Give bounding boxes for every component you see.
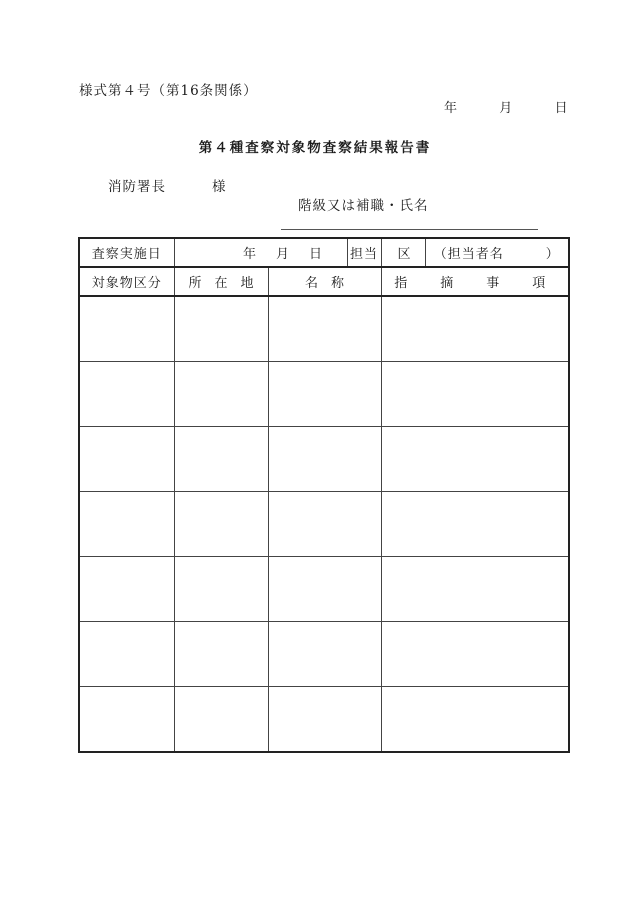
district-label: 区	[397, 247, 411, 262]
column-header-category: 対象物区分	[79, 267, 174, 296]
cell-name[interactable]	[268, 492, 381, 557]
cell-location[interactable]	[174, 427, 268, 492]
inspection-date-day: 日	[309, 247, 323, 262]
charge-label: 担当	[347, 238, 381, 267]
cell-name[interactable]	[268, 296, 381, 362]
cell-name[interactable]	[268, 687, 381, 753]
table-row	[79, 362, 569, 427]
date-year: 年	[444, 101, 458, 116]
date-month: 月	[499, 101, 513, 116]
cell-category[interactable]	[79, 492, 174, 557]
cell-location[interactable]	[174, 687, 268, 753]
person-in-charge-field[interactable]: （担当者名 ）	[425, 238, 569, 267]
cell-name[interactable]	[268, 427, 381, 492]
column-header-name: 名 称	[268, 267, 381, 296]
cell-location[interactable]	[174, 296, 268, 362]
cell-location[interactable]	[174, 492, 268, 557]
cell-category[interactable]	[79, 687, 174, 753]
inspection-date-year: 年	[242, 247, 256, 262]
column-header-location: 所 在 地	[174, 267, 268, 296]
inspection-date-field[interactable]	[174, 238, 347, 267]
document-title: 第４種査察対象物査察結果報告書	[198, 140, 432, 156]
header-row-columns	[79, 267, 569, 296]
honorific: 様	[212, 179, 227, 195]
date-day: 日	[554, 101, 568, 116]
table-row	[79, 427, 569, 492]
report-date	[444, 97, 568, 116]
table-row	[79, 687, 569, 753]
signer-label: 階級又は補職・氏名	[298, 198, 429, 214]
cell-findings[interactable]	[381, 622, 569, 687]
cell-name[interactable]	[268, 557, 381, 622]
table-row	[79, 557, 569, 622]
cell-findings[interactable]	[381, 687, 569, 753]
table-row	[79, 296, 569, 362]
cell-category[interactable]	[79, 622, 174, 687]
signature-line	[281, 229, 538, 230]
cell-findings[interactable]	[381, 557, 569, 622]
cell-findings[interactable]	[381, 296, 569, 362]
column-header-findings: 指 摘 事 項	[381, 267, 569, 296]
recipient: 消防署長	[108, 179, 166, 195]
cell-category[interactable]	[79, 557, 174, 622]
cell-category[interactable]	[79, 296, 174, 362]
cell-findings[interactable]	[381, 362, 569, 427]
cell-location[interactable]	[174, 362, 268, 427]
inspection-date-month: 月	[276, 247, 290, 262]
table-row	[79, 622, 569, 687]
inspection-report-table	[78, 237, 570, 753]
cell-name[interactable]	[268, 622, 381, 687]
cell-findings[interactable]	[381, 427, 569, 492]
addressee	[108, 175, 227, 195]
cell-name[interactable]	[268, 362, 381, 427]
cell-findings[interactable]	[381, 492, 569, 557]
cell-location[interactable]	[174, 557, 268, 622]
inspection-date-label: 査察実施日	[79, 238, 174, 267]
header-row-date	[79, 238, 569, 267]
district-field[interactable]	[381, 238, 425, 267]
cell-location[interactable]	[174, 622, 268, 687]
form-number: 様式第４号（第16条関係）	[79, 83, 258, 99]
cell-category[interactable]	[79, 427, 174, 492]
table-row	[79, 492, 569, 557]
cell-category[interactable]	[79, 362, 174, 427]
